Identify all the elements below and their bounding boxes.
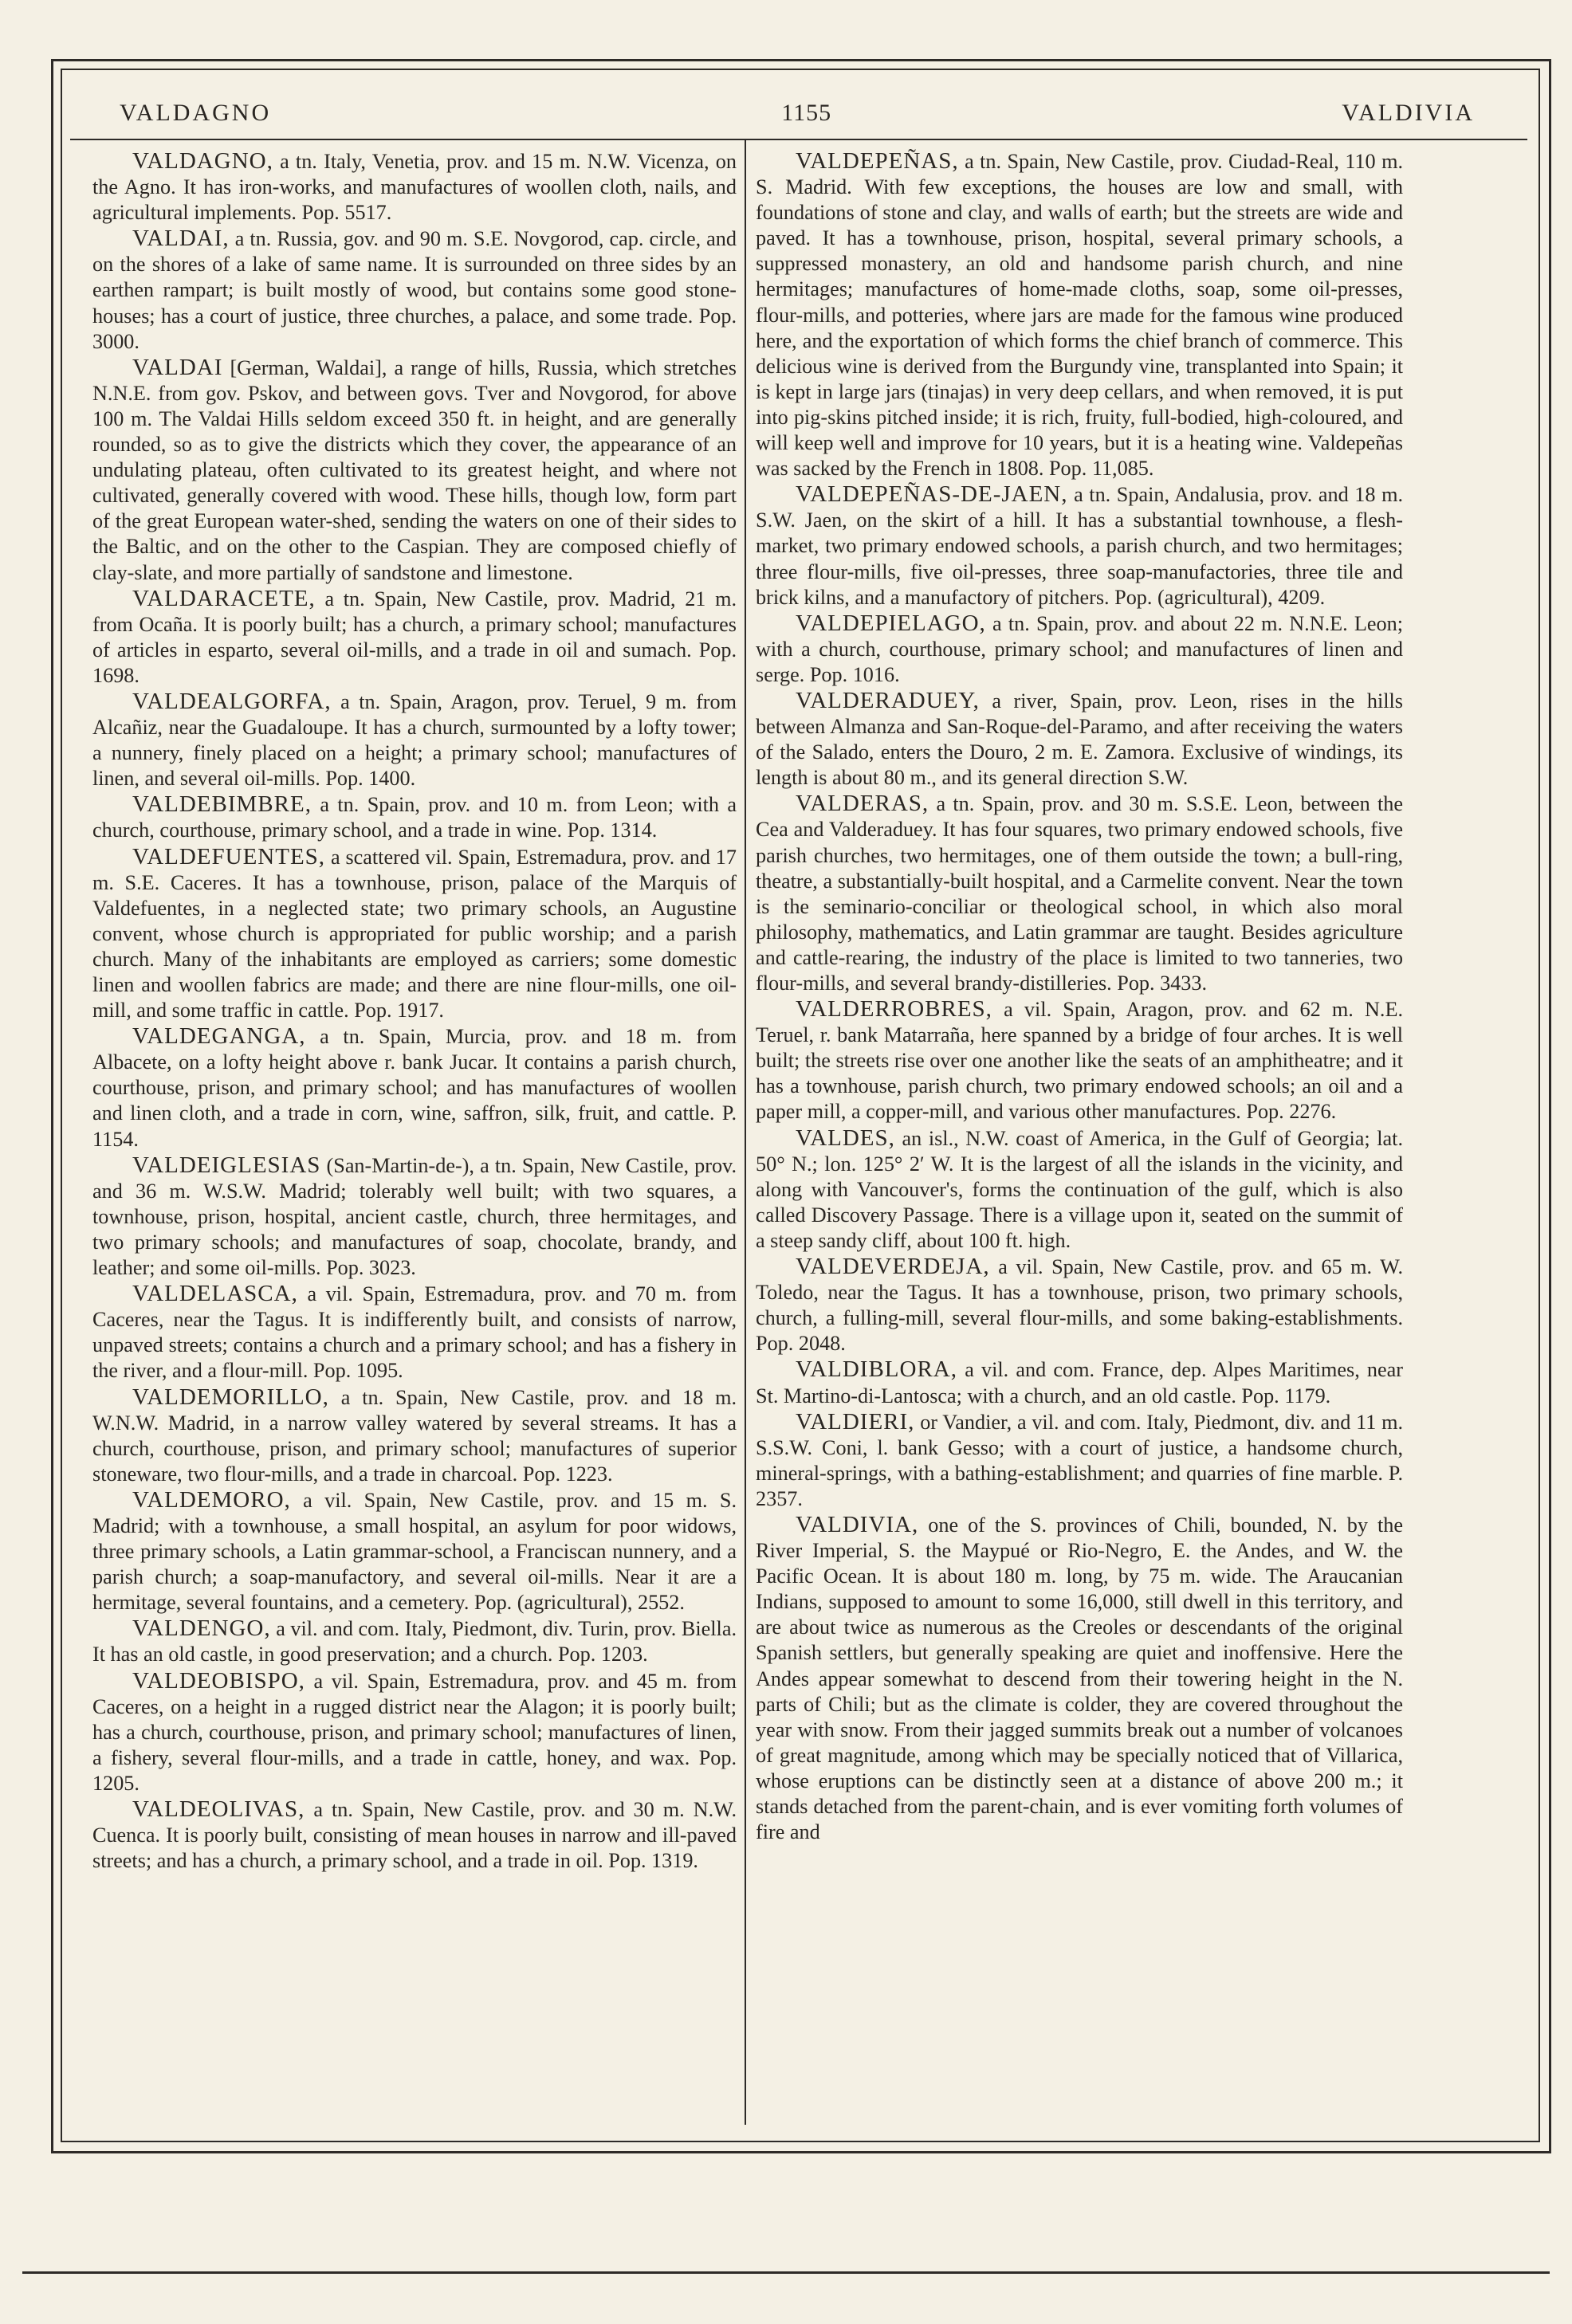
entry-headword: VALDAI,: [132, 226, 230, 252]
entry-headword: VALDEFUENTES,: [132, 843, 326, 870]
entry-headword: VALDEOBISPO,: [132, 1667, 305, 1694]
header-left-guideword: VALDAGNO: [120, 100, 272, 126]
gazetteer-entry: [92, 1487, 737, 1615]
entry-text: or Vandier, a vil. and com. Italy, Piedmont, div. and 11 m. S.S.W. Coni, l. bank Gesso; with a court of justice, a handsome church, mineral-springs, with a bathing-establishment; and quarries of fine marble. P. 2357.: [756, 1410, 1403, 1510]
entry-text: a tn. Spain, Murcia, prov. and 18 m. from Albacete, on a lofty height above r. bank Jucar. It contains a parish church, courthouse, prison, and primary school; and has manufactures of woollen and linen cloth, and a trade in corn, wine, saffron, silk, fruit, and cattle. P. 1154.: [92, 1025, 737, 1151]
header-right-guideword: VALDIVIA: [1342, 100, 1475, 126]
page-number: 1155: [781, 100, 832, 126]
gazetteer-entry: [756, 481, 1403, 610]
entry-headword: VALDIERI,: [796, 1408, 915, 1435]
entry-headword: VALDEALGORFA,: [132, 688, 332, 714]
entry-headword: VALDES,: [796, 1125, 895, 1151]
entry-text: a tn. Spain, New Castile, prov. Ciudad-Real, 110 m. S. Madrid. With few exceptions, the houses are low and small, with foundations of stone and clay, and walls of earth; but the streets are wide and paved. It has a townhouse, prison, hospital, several primary schools, a suppressed monastery, an old and handsome parish church, and nine hermitages; manufactures of home-made cloths, soap, some oil-presses, flour-mills, and potteries, where jars are made for the famous wine produced here, and the exportation of which forms the chief branch of commerce. This delicious wine is derived from the Burgundy vine, transplanted into Spain; it is kept in large jars (tinajas) in very deep cellars, and when removed, it is put into pig-skins pitched inside; it is rich, fruity, full-bodied, high-coloured, and will keep well and improve for 10 years, but it is a heating wine. Valdepeñas was sacked by the French in 1808. Pop. 11,085.: [756, 150, 1403, 481]
entry-text: a vil. Spain, New Castile, prov. and 15 m. S. Madrid; with a townhouse, a small hospital, an asylum for poor widows, three primary schools, a Latin grammar-school, a Franciscan nunnery, and a parish church; a soap-manufactory, and several oil-mills. Near it are a hermitage, several fountains, and a cemetery. Pop. (agricultural), 2552.: [92, 1488, 737, 1615]
entry-text: an isl., N.W. coast of America, in the Gulf of Georgia; lat. 50° N.; lon. 125° 2′ W. It is the largest of all the islands in the vicinity, and along with Vancouver's, forms the continuation of the gulf, which is also called Discovery Passage. There is a village upon it, seated on the summit of a steep sandy cliff, about 100 ft. high.: [756, 1126, 1403, 1252]
entry-text: a tn. Spain, Andalusia, prov. and 18 m. S.W. Jaen, on the skirt of a hill. It has a substantial townhouse, a flesh-market, two primary endowed schools, a parish church, and two hermitages; three flour-mills, five oil-presses, three soap-manufactories, three tile and brick kilns, and a manufactory of pitchers. Pop. (agricultural), 4209.: [756, 483, 1403, 609]
running-header: [120, 96, 1475, 131]
entry-headword: VALDEMORO,: [132, 1486, 291, 1513]
gazetteer-entry: [756, 1254, 1403, 1356]
entry-headword: VALDEPIELAGO,: [796, 610, 986, 636]
gazetteer-entry: [756, 1409, 1403, 1512]
gazetteer-entry: [92, 1023, 737, 1152]
gazetteer-entry: [756, 1125, 1403, 1254]
left-column: [92, 148, 737, 1874]
column-divider: [745, 140, 746, 2125]
entry-text: a scattered vil. Spain, Estremadura, prov. and 17 m. S.E. Caceres. It has a townhouse, prison, palace of the Marquis of Valdefuentes, in a neglected state; two primary schools, an Augustine convent, whose church is appropriated for public worship; and a parish church. Many of the inhabitants are employed as carriers; some domestic linen and woollen fabrics are made; and there are nine flour-mills, one oil-mill, and some traffic in cattle. Pop. 1917.: [92, 845, 737, 1023]
entry-text: a vil. Spain, Aragon, prov. and 62 m. N.E. Teruel, r. bank Matarraña, here spanned by a bridge of four arches. It is well built; the streets rise over one another like the seats of an amphitheatre; and it has a townhouse, parish church, two primary endowed schools; an oil and a paper mill, a copper-mill, and various other manufactures. Pop. 2276.: [756, 998, 1403, 1124]
gazetteer-entry: [756, 688, 1403, 791]
gazetteer-entry: [756, 148, 1403, 481]
gazetteer-entry: [92, 355, 737, 586]
gazetteer-entry: [92, 1668, 737, 1796]
entry-headword: VALDEVERDEJA,: [796, 1254, 990, 1280]
entry-text: a river, Spain, prov. Leon, rises in the hills between Almanza and San-Roque-del-Paramo, and after receiving the waters of the Salado, enters the Douro, 2 m. E. Zamora. Exclusive of windings, its length is about 80 m., and its general direction S.W.: [756, 689, 1403, 790]
entry-headword: VALDEBIMBRE,: [132, 791, 312, 818]
gazetteer-entry: [756, 610, 1403, 688]
entry-headword: VALDEOLIVAS,: [132, 1796, 305, 1822]
gazetteer-entry: [92, 1384, 737, 1487]
entry-text: a vil. and com. Italy, Piedmont, div. Turin, prov. Biella. It has an old castle, in good preservation; and a church. Pop. 1203.: [92, 1617, 737, 1666]
entry-headword: VALDEIGLESIAS: [132, 1152, 321, 1178]
entry-headword: VALDERADUEY,: [796, 687, 980, 713]
gazetteer-entry: [92, 226, 737, 354]
entry-text: a tn. Spain, prov. and 30 m. S.S.E. Leon, between the Cea and Valderaduey. It has four squares, two primary endowed schools, five parish churches, two hermitages, one of them outside the town; a bull-ring, theatre, a substantially-built hospital, and a Carmelite convent. Near the town is the seminario-conciliar or theological school, in which also moral philosophy, mathematics, and Latin grammar are taught. Besides agriculture and cattle-rearing, the industry of the place is limited to two tanneries, two flour-mills, and several brandy-distilleries. Pop. 3433.: [756, 792, 1403, 995]
gazetteer-entry: [92, 844, 737, 1024]
entry-text: a tn. Spain, Aragon, prov. Teruel, 9 m. from Alcañiz, near the Guadaloupe. It has a church, surmounted by a lofty tower; a nunnery, finely placed on a height; a primary school; manufactures of linen, and several oil-mills. Pop. 1400.: [92, 689, 737, 791]
gazetteer-entry: [756, 791, 1403, 996]
entry-text: [German, Waldai], a range of hills, Russia, which stretches N.N.E. from gov. Pskov, and between govs. Tver and Novgorod, for above 100 m. The Valdai Hills seldom exceed 350 ft. in height, and are generally rounded, so as to give the districts which they cover, the appearance of an undulating plateau, often cultivated to its greatest height, and where not cultivated, generally covered with wood. These hills, though low, form part of the great European water-shed, sending the waters on one of their sides to the Baltic, and on the other to the Caspian. They are composed chiefly of clay-slate, and more partially of sandstone and limestone.: [92, 355, 737, 584]
header-rule: [70, 139, 1527, 140]
entry-text: a vil. Spain, Estremadura, prov. and 45 m. from Caceres, on a height in a rugged district near the Alagon; it is poorly built; has a church, courthouse, prison, and primary school; manufactures of linen, a fishery, several flour-mills, and a trade in cattle, honey, and wax. Pop. 1205.: [92, 1669, 737, 1795]
entry-text: (San-Martin-de-), a tn. Spain, New Castile, prov. and 36 m. W.S.W. Madrid; tolerably well built; with two squares, a townhouse, prison, hospital, ancient castle, church, three hermitages, and two primary schools; and manufactures of soap, chocolate, brandy, and leather; and some oil-mills. Pop. 3023.: [92, 1153, 737, 1280]
gazetteer-entry: [92, 689, 737, 791]
entry-text: a tn. Italy, Venetia, prov. and 15 m. N.W. Vicenza, on the Agno. It has iron-works, and manufactures of woollen cloth, nails, and agricultural implements. Pop. 5517.: [92, 150, 737, 225]
gazetteer-entry: [92, 586, 737, 689]
gazetteer-entry: [92, 791, 737, 843]
gazetteer-entry: [756, 1356, 1403, 1408]
entry-headword: VALDAI: [132, 354, 223, 380]
gazetteer-entry: [756, 1512, 1403, 1845]
entry-headword: VALDARACETE,: [132, 585, 316, 611]
entry-headword: VALDERROBRES,: [796, 996, 992, 1023]
gazetteer-entry: [92, 1281, 737, 1384]
entry-text: a tn. Spain, New Castile, prov. Madrid, 21 m. from Ocaña. It is poorly built; has a church, a primary school; manufactures of articles in esparto, several oil-mills, and a trade in oil and sumach. Pop. 1698.: [92, 587, 737, 687]
entry-headword: VALDEPEÑAS-DE-JAEN,: [796, 481, 1068, 508]
gazetteer-entry: [92, 148, 737, 226]
entry-text: a vil. Spain, New Castile, prov. and 65 m. W. Toledo, near the Tagus. It has a townhouse, prison, two primary schools, church, a fulling-mill, several flour-mills, and some baking-establishments. Pop. 2048.: [756, 1255, 1403, 1356]
entry-text: a tn. Spain, prov. and about 22 m. N.N.E. Leon; with a church, courthouse, primary school; and manufactures of linen and serge. Pop. 1016.: [756, 611, 1403, 686]
bottom-rule: [22, 2271, 1550, 2274]
gazetteer-entry: [756, 996, 1403, 1125]
gazetteer-entry: [92, 1615, 737, 1667]
entry-headword: VALDEGANGA,: [132, 1023, 306, 1050]
entry-text: a tn. Russia, gov. and 90 m. S.E. Novgorod, cap. circle, and on the shores of a lake of same name. It is surrounded on three sides by an earthen rampart; is built mostly of wood, but contains some good stone-houses; has a court of justice, three churches, a palace, and some trade. Pop. 3000.: [92, 227, 737, 353]
gazetteer-entry: [92, 1796, 737, 1874]
entry-headword: VALDAGNO,: [132, 148, 273, 174]
entry-headword: VALDENGO,: [132, 1615, 271, 1642]
entry-text: a tn. Spain, prov. and 10 m. from Leon; with a church, courthouse, primary school, and a trade in wine. Pop. 1314.: [92, 793, 737, 842]
entry-headword: VALDERAS,: [796, 791, 929, 817]
entry-headword: VALDIBLORA,: [796, 1356, 957, 1383]
entry-text: a tn. Spain, New Castile, prov. and 18 m. W.N.W. Madrid, in a narrow valley watered by several streams. It has a church, courthouse, prison, and primary school; manufactures of superior stoneware, two flour-mills, and a trade in charcoal. Pop. 1223.: [92, 1385, 737, 1486]
entry-text: a vil. Spain, Estremadura, prov. and 70 m. from Caceres, near the Tagus. It is indifferently built, and consists of narrow, unpaved streets; contains a church and a primary school; and has a fishery in the river, and a flour-mill. Pop. 1095.: [92, 1282, 737, 1383]
entry-headword: VALDELASCA,: [132, 1281, 298, 1307]
entry-headword: VALDEPEÑAS,: [796, 148, 959, 174]
gazetteer-entry: [92, 1152, 737, 1281]
entry-text: a vil. and com. France, dep. Alpes Maritimes, near St. Martino-di-Lantosca; with a church, and an old castle. Pop. 1179.: [756, 1358, 1403, 1407]
entry-text: a tn. Spain, New Castile, prov. and 30 m. N.W. Cuenca. It is poorly built, consisting of mean houses in narrow and ill-paved streets; and has a church, a primary school, and a trade in oil. Pop. 1319.: [92, 1798, 737, 1873]
entry-headword: VALDIVIA,: [796, 1511, 919, 1537]
right-column: [756, 148, 1403, 1845]
entry-text: one of the S. provinces of Chili, bounded, N. by the River Imperial, S. the Maypué or Rio-Negro, E. the Andes, and W. the Pacific Ocean. It is about 180 m. long, by 75 m. wide. The Araucanian Indians, supposed to amount to some 16,000, still dwell in this territory, and are about twice as numerous as the Creoles or descendants of the original Spanish settlers, but generally speaking are quiet and inoffensive. Here the Andes appear somewhat to descend from their towering height in the N. parts of Chili; but as the climate is colder, they are covered throughout the year with snow. From their jagged summits break out a number of volcanoes of great magnitude, among which may be specially noticed that of Villarica, whose eruptions can be distinctly seen at a distance of above 200 m.; it stands detached from the parent-chain, and is ever vomiting forth volumes of fire and: [756, 1513, 1403, 1844]
entry-headword: VALDEMORILLO,: [132, 1384, 329, 1410]
